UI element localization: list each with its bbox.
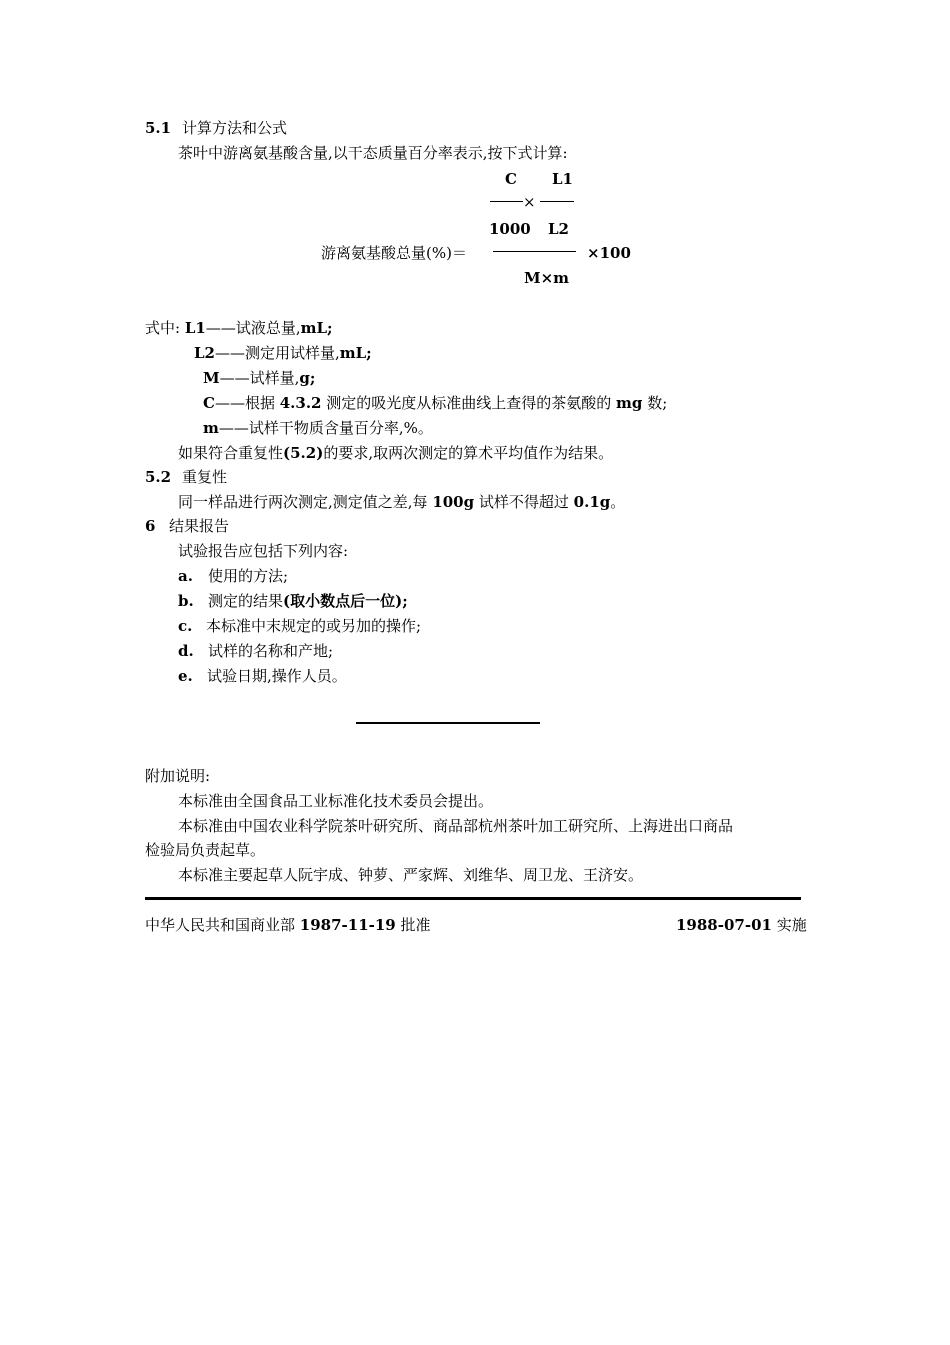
issuer: 中华人民共和国商业部 <box>145 916 300 934</box>
section-number: 5.2 <box>145 468 172 486</box>
footer-rule <box>145 897 801 900</box>
result-note <box>178 443 613 463</box>
definition-unit: g; <box>299 369 316 387</box>
definition-L1 <box>145 318 333 338</box>
list-item-label: d. <box>178 642 194 660</box>
definitions-prefix: 式中: <box>145 319 181 337</box>
fraction-line-c <box>490 201 523 202</box>
section-title: 结果报告 <box>169 517 230 535</box>
list-item-text: 使用的方法; <box>208 567 289 585</box>
section-number: 5.1 <box>145 119 172 137</box>
appendix-paragraph: 本标准由中国农业科学院茶叶研究所、商品部杭州茶叶加工研究所、上海进出口商品 <box>178 817 734 835</box>
list-item-text: 试验日期,操作人员。 <box>207 667 347 685</box>
definition-text: 数; <box>642 394 668 412</box>
formula-multiplier: ×100 <box>587 244 631 262</box>
definition-unit: mL; <box>300 319 333 337</box>
list-item-text: 本标准中末规定的或另加的操作; <box>206 617 422 635</box>
definition-symbol: m <box>203 419 219 437</box>
list-item <box>178 666 347 686</box>
approve-word: 批准 <box>395 916 431 934</box>
definition-C <box>203 393 667 413</box>
definition-M <box>203 368 315 388</box>
formula-1000: 1000 <box>489 220 531 238</box>
definition-symbol: C <box>203 394 215 412</box>
formula-l1: L1 <box>552 170 573 188</box>
formula-label: 游离氨基酸总量(%)＝ <box>321 244 467 262</box>
definition-L2 <box>194 343 372 363</box>
repeatability-part: 。 <box>610 493 626 511</box>
fraction-line-l <box>540 201 574 202</box>
repeatability-part: 同一样品进行两次测定,测定值之差,每 <box>178 493 433 511</box>
appendix-paragraph: 本标准由全国食品工业标准化技术委员会提出。 <box>178 792 494 810</box>
footer-effective <box>676 915 807 935</box>
list-item <box>178 566 288 586</box>
definition-m <box>203 418 433 438</box>
definition-unit: mg <box>616 394 643 412</box>
definition-text: 测定用试样量, <box>244 344 340 362</box>
repeatability-part: 试样不得超过 <box>474 493 574 511</box>
effective-word: 实施 <box>771 916 807 934</box>
result-note-text: 的要求,取两次测定的算术平均值作为结果。 <box>323 444 614 462</box>
definition-text: 试液总量, <box>235 319 301 337</box>
section-title: 重复性 <box>182 468 228 486</box>
definition-dash: —— <box>219 369 250 387</box>
repeatability-value: 100g <box>432 493 475 511</box>
section-title: 计算方法和公式 <box>182 119 288 137</box>
list-item-label: b. <box>178 592 194 610</box>
result-note-reference: (5.2) <box>283 444 324 462</box>
definition-dash: —— <box>205 319 236 337</box>
definition-unit: mL; <box>339 344 372 362</box>
list-item <box>178 641 333 661</box>
formula-denominator: M×m <box>524 269 570 287</box>
definition-reference: 4.3.2 <box>279 394 322 412</box>
effective-date: 1988-07-01 <box>676 916 772 934</box>
appendix-title: 附加说明: <box>145 767 211 785</box>
definition-text: 试样量, <box>249 369 300 387</box>
list-item-label: a. <box>178 567 193 585</box>
appendix-paragraph: 检验局负责起草。 <box>145 841 266 859</box>
result-note-text: 如果符合重复性 <box>178 444 284 462</box>
list-item-label: c. <box>178 617 193 635</box>
appendix-paragraph: 本标准主要起草人阮宇成、钟萝、严家辉、刘维华、周卫龙、王济安。 <box>178 866 644 884</box>
footer-approval <box>145 915 431 935</box>
formula-c: C <box>505 170 517 188</box>
list-item-bold: (取小数点后一位); <box>283 592 408 610</box>
section-intro: 试验报告应包括下列内容: <box>178 542 349 560</box>
definition-text: 根据 <box>244 394 280 412</box>
list-item-label: e. <box>178 667 193 685</box>
list-item <box>178 616 421 636</box>
list-item-text: 试样的名称和产地; <box>208 642 334 660</box>
definition-symbol: M <box>203 369 220 387</box>
definition-symbol: L2 <box>194 344 215 362</box>
definition-symbol: L1 <box>184 319 206 337</box>
list-item <box>178 591 408 611</box>
definition-text: 测定的吸光度从标准曲线上查得的茶氨酸的 <box>321 394 617 412</box>
approve-date: 1987-11-19 <box>299 916 396 934</box>
definition-dash: —— <box>214 394 245 412</box>
main-fraction-line <box>493 251 576 252</box>
definition-dash: —— <box>214 344 245 362</box>
section-intro: 茶叶中游离氨基酸含量,以干态质量百分率表示,按下式计算: <box>178 144 568 162</box>
definition-dash: —— <box>218 419 249 437</box>
end-rule <box>356 722 540 724</box>
repeatability-value: 0.1g <box>573 493 611 511</box>
formula-l2: L2 <box>548 220 569 238</box>
repeatability-text <box>178 492 625 512</box>
formula-times: × <box>523 193 536 211</box>
list-item-text: 测定的结果 <box>208 592 284 610</box>
section-number: 6 <box>145 517 156 535</box>
definition-text: 试样干物质含量百分率,%。 <box>248 419 433 437</box>
